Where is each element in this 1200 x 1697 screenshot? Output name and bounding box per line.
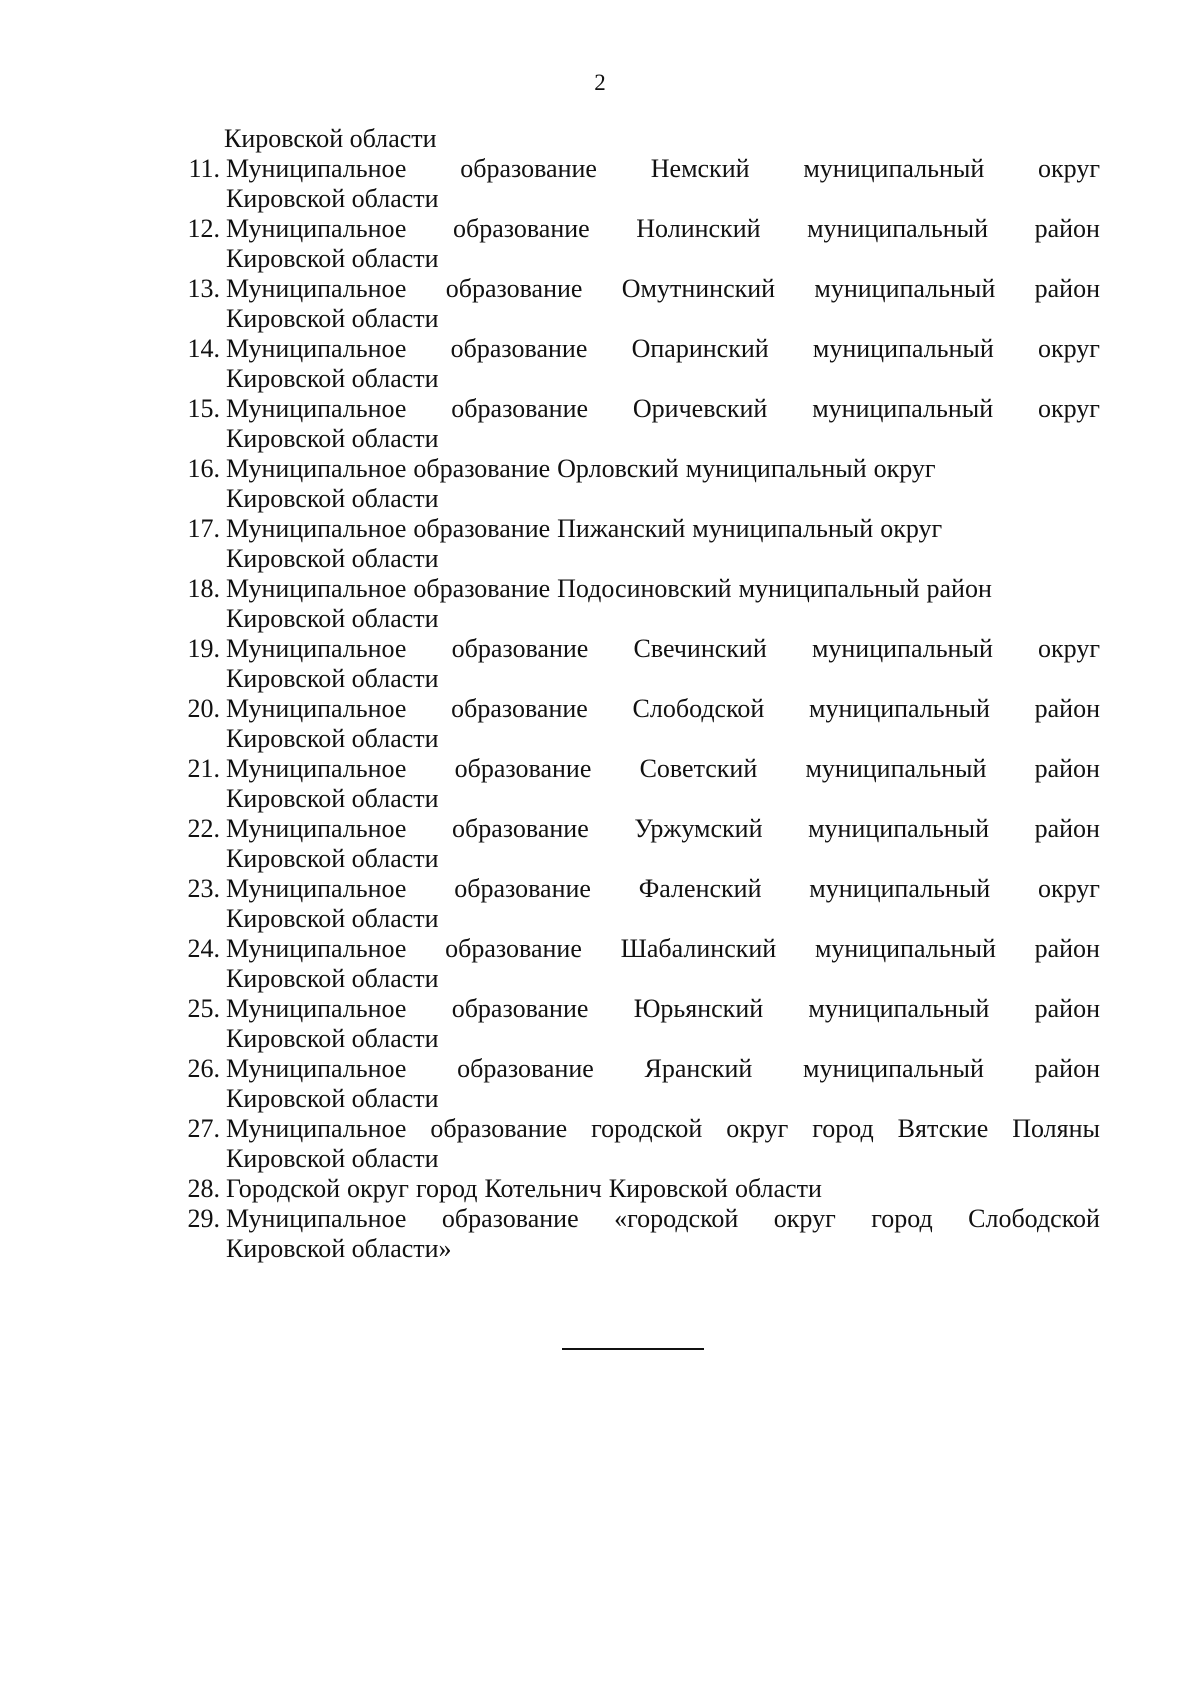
item-second-line: Кировской области	[226, 1084, 439, 1113]
list-item	[170, 394, 1100, 454]
item-word: Слободской	[632, 694, 765, 723]
item-word: Фаленский	[638, 874, 762, 903]
item-word: Слободской	[968, 1204, 1100, 1233]
item-first-line	[226, 934, 1100, 964]
item-first-line	[226, 574, 1100, 604]
item-content	[226, 1204, 1100, 1264]
item-word: округ	[726, 1114, 789, 1143]
item-word: образование	[460, 154, 597, 183]
item-first-line	[226, 334, 1100, 364]
list-item	[170, 934, 1100, 994]
list-item	[170, 274, 1100, 334]
item-first-line	[226, 214, 1100, 244]
item-first-line	[226, 454, 1100, 484]
item-content	[226, 1114, 1100, 1174]
item-number: 11.	[188, 154, 220, 183]
item-content	[226, 214, 1100, 274]
item-word: город	[871, 1204, 933, 1233]
item-word: Муниципальное	[226, 454, 407, 483]
item-number: 28.	[187, 1174, 220, 1203]
list-item	[170, 1054, 1100, 1114]
item-word: Муниципальное	[226, 634, 407, 663]
item-first-line	[226, 514, 1100, 544]
item-word: муниципальный	[808, 814, 990, 843]
item-content	[226, 634, 1100, 694]
item-word: Вятские	[897, 1114, 989, 1143]
item-content	[226, 994, 1100, 1054]
item-word: округ	[1038, 394, 1100, 423]
item-word: Муниципальное	[226, 1054, 407, 1083]
item-second-line: Кировской области	[226, 184, 439, 213]
list-item	[170, 1114, 1100, 1174]
item-number: 21.	[187, 754, 220, 783]
item-word: образование	[451, 994, 589, 1023]
item-content	[226, 1174, 1100, 1204]
page-number: 2	[594, 70, 606, 95]
item-word: Муниципальное	[226, 274, 407, 303]
item-word: район	[1034, 1054, 1100, 1083]
item-word: Немский	[650, 154, 750, 183]
item-word: Муниципальное	[226, 514, 407, 543]
list-item	[170, 874, 1100, 934]
item-number: 24.	[187, 934, 220, 963]
closing-divider	[562, 1348, 704, 1350]
item-first-line	[226, 874, 1100, 904]
item-word: муниципальный	[814, 274, 996, 303]
item-word: Муниципальное	[226, 994, 407, 1023]
item-number: 18.	[187, 574, 220, 603]
item-word: муниципальный	[809, 694, 990, 723]
item-second-line: Кировской области	[226, 664, 439, 693]
item-first-line	[226, 754, 1100, 784]
item-word: Муниципальное	[226, 394, 407, 423]
item-word: муниципальный	[812, 334, 994, 363]
item-word: образование	[430, 1114, 568, 1143]
list-item	[170, 1174, 1100, 1204]
item-second-line: Кировской области	[226, 484, 439, 513]
item-content	[226, 454, 1100, 514]
item-number: 16.	[187, 454, 220, 483]
list-item	[170, 154, 1100, 214]
item-number: 14.	[187, 334, 220, 363]
list-item	[170, 514, 1100, 574]
item-second-line: Кировской области	[226, 364, 439, 393]
item-word: Муниципальное	[226, 334, 407, 363]
item-word: муниципальный	[807, 214, 989, 243]
item-word: образование	[454, 874, 591, 903]
item-first-line	[226, 1114, 1100, 1144]
item-first-line	[226, 814, 1100, 844]
item-word: Юрьянский	[633, 994, 764, 1023]
item-number: 27.	[187, 1114, 220, 1143]
item-content	[226, 874, 1100, 934]
item-word: образование	[450, 334, 588, 363]
item-word: Опаринский	[631, 334, 769, 363]
item-word: Советский	[639, 754, 758, 783]
item-second-line: Кировской области	[226, 1024, 439, 1053]
item-second-line: Кировской области	[226, 844, 439, 873]
list-item	[170, 1204, 1100, 1264]
item-word: район	[1034, 274, 1100, 303]
item-word: район	[1034, 994, 1100, 1023]
item-word: Муниципальное	[226, 694, 407, 723]
item-word: Пижанский	[557, 514, 686, 543]
item-word: Муниципальное	[226, 1114, 407, 1143]
item-word: Муниципальное	[226, 814, 407, 843]
item-second-line: Кировской области	[226, 244, 439, 273]
item-word: «городской	[614, 1204, 739, 1233]
item-number: 15.	[187, 394, 220, 423]
item-second-line: Кировской области	[226, 1144, 439, 1173]
item-word: Оричевский	[632, 394, 768, 423]
item-word: Шабалинский	[620, 934, 777, 963]
list-item	[170, 994, 1100, 1054]
item-word: округ	[1038, 634, 1100, 663]
item-word: образование	[413, 574, 551, 603]
item-word: образование	[445, 274, 583, 303]
item-word: образование	[451, 634, 589, 663]
item-word: области	[734, 1174, 822, 1203]
item-word: Муниципальное	[226, 754, 407, 783]
item-first-line	[226, 1054, 1100, 1084]
item-second-line: Кировской области	[226, 304, 439, 333]
item-second-line: Кировской области	[226, 544, 439, 573]
item-second-line: Кировской области	[226, 604, 439, 633]
item-word: муниципальный	[692, 514, 874, 543]
item-first-line	[226, 1204, 1100, 1234]
item-word: образование	[451, 394, 589, 423]
item-word: Свечинский	[633, 634, 767, 663]
item-word: муниципальный	[685, 454, 867, 483]
item-first-line	[226, 154, 1100, 184]
item-content	[226, 514, 1100, 574]
item-first-line	[226, 634, 1100, 664]
item-content	[226, 394, 1100, 454]
item-word: Муниципальное	[226, 1204, 407, 1233]
list-item	[170, 634, 1100, 694]
item-word: образование	[454, 754, 592, 783]
item-number: 17.	[187, 514, 220, 543]
item-number: 25.	[187, 994, 220, 1023]
item-word: округ	[347, 1174, 409, 1203]
item-word: городской	[591, 1114, 703, 1143]
item-number: 12.	[187, 214, 220, 243]
item-word: образование	[452, 814, 589, 843]
item-word: округ	[873, 454, 936, 483]
item-word: район	[1034, 694, 1100, 723]
item-word: район	[1034, 934, 1100, 963]
item-content	[226, 694, 1100, 754]
item-number: 22.	[187, 814, 220, 843]
item-content	[226, 814, 1100, 874]
item-word: город	[415, 1174, 478, 1203]
item-word: Муниципальное	[226, 874, 407, 903]
item-second-line: Кировской области	[226, 724, 439, 753]
item-number: 26.	[187, 1054, 220, 1083]
item-word: Кировской	[608, 1174, 728, 1203]
item-word: Городской	[226, 1174, 340, 1203]
item-word: Муниципальное	[226, 574, 407, 603]
list-item	[170, 334, 1100, 394]
item-word: муниципальный	[814, 934, 996, 963]
item-number: 23.	[187, 874, 220, 903]
item-word: район	[1034, 214, 1100, 243]
item-word: образование	[451, 694, 588, 723]
item-content	[226, 754, 1100, 814]
item-word: город	[812, 1114, 874, 1143]
item-word: Подосиновский	[557, 574, 732, 603]
item-word: образование	[413, 454, 551, 483]
item-second-line: Кировской области»	[226, 1234, 452, 1263]
item-word: Муниципальное	[226, 154, 407, 183]
item-content	[226, 274, 1100, 334]
item-word: район	[926, 574, 992, 603]
item-first-line	[226, 274, 1100, 304]
item-word: муниципальный	[738, 574, 920, 603]
item-content	[226, 334, 1100, 394]
item-word: округ	[880, 514, 943, 543]
item-number: 29.	[187, 1204, 220, 1233]
item-second-line: Кировской области	[226, 964, 439, 993]
item-word: муниципальный	[803, 1054, 984, 1083]
item-word: образование	[413, 514, 551, 543]
item-word: Нолинский	[636, 214, 761, 243]
item-word: муниципальный	[805, 754, 987, 783]
item-word: муниципальный	[808, 994, 990, 1023]
item-first-line	[226, 1174, 1100, 1204]
item-word: округ	[1038, 874, 1100, 903]
item-word: округ	[773, 1204, 836, 1233]
item-word: муниципальный	[812, 394, 994, 423]
item-number: 13.	[187, 274, 220, 303]
item-word: образование	[441, 1204, 579, 1233]
item-word: округ	[1038, 334, 1100, 363]
item-content	[226, 574, 1100, 634]
list-item	[170, 754, 1100, 814]
item-word: Муниципальное	[226, 934, 407, 963]
item-word: Яранский	[644, 1054, 753, 1083]
item-second-line: Кировской области	[226, 424, 439, 453]
item-second-line: Кировской области	[226, 904, 439, 933]
list-item	[170, 694, 1100, 754]
item-word: Поляны	[1012, 1114, 1100, 1143]
item-word: Уржумский	[634, 814, 763, 843]
item-word: район	[1034, 754, 1100, 783]
item-word: образование	[457, 1054, 594, 1083]
list-item	[170, 454, 1100, 514]
item-word: округ	[1038, 154, 1100, 183]
item-word: район	[1034, 814, 1100, 843]
item-word: образование	[445, 934, 582, 963]
municipality-list	[170, 154, 1100, 1264]
item-content	[226, 1054, 1100, 1114]
continuation-line: Кировской области	[224, 124, 437, 153]
item-content	[226, 154, 1100, 214]
list-item	[170, 214, 1100, 274]
item-word: муниципальный	[811, 634, 993, 663]
item-content	[226, 934, 1100, 994]
item-first-line	[226, 394, 1100, 424]
item-word: образование	[452, 214, 590, 243]
item-word: Котельнич	[484, 1174, 602, 1203]
item-first-line	[226, 994, 1100, 1024]
list-item	[170, 814, 1100, 874]
item-first-line	[226, 694, 1100, 724]
item-word: муниципальный	[809, 874, 991, 903]
item-second-line: Кировской области	[226, 784, 439, 813]
item-word: муниципальный	[803, 154, 985, 183]
item-word: Муниципальное	[226, 214, 407, 243]
item-number: 19.	[187, 634, 220, 663]
item-word: Омутнинский	[621, 274, 776, 303]
list-item	[170, 574, 1100, 634]
item-number: 20.	[187, 694, 220, 723]
item-word: Орловский	[557, 454, 679, 483]
